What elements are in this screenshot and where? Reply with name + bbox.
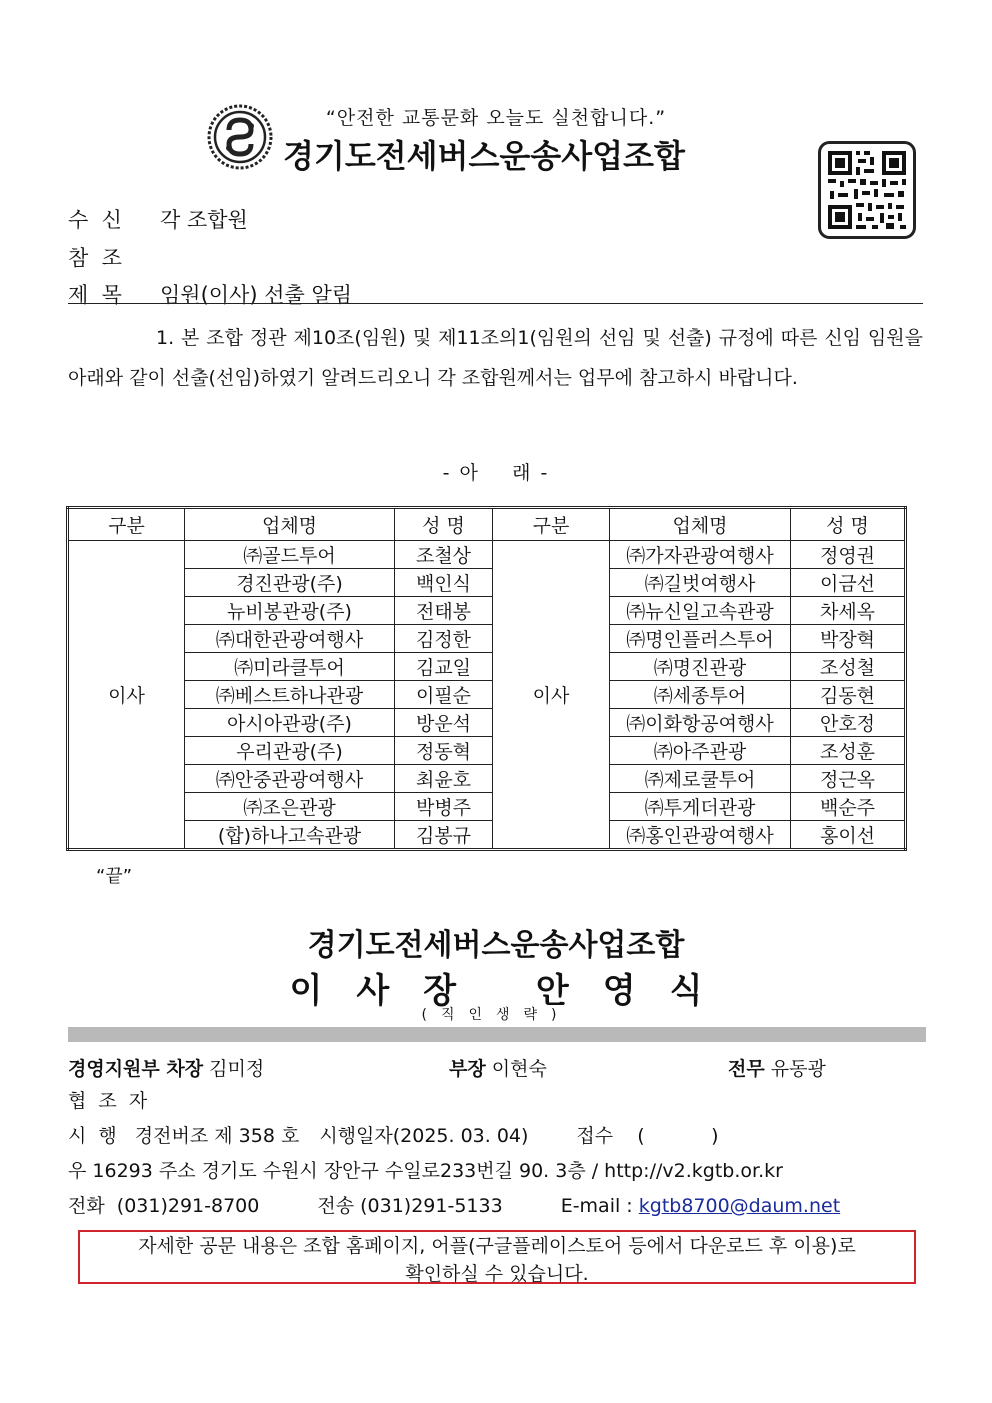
company-left: ㈜조은관광 xyxy=(185,793,395,821)
table-row xyxy=(68,597,906,625)
member-name-left: 조철상 xyxy=(395,541,493,569)
company-left: ㈜안중관광여행사 xyxy=(185,765,395,793)
header-category-right: 구분 xyxy=(493,508,610,541)
signature-org: 경기도전세버스운송사업조합 xyxy=(307,928,685,963)
notice-line-2: 확인하실 수 있습니다. xyxy=(405,1263,589,1285)
company-left: ㈜골드투어 xyxy=(185,541,395,569)
company-right: ㈜세종투어 xyxy=(610,681,791,709)
member-name-left: 이필순 xyxy=(395,681,493,709)
company-right: ㈜투게더관광 xyxy=(610,793,791,821)
table-row xyxy=(68,709,906,737)
member-name-left: 방운석 xyxy=(395,709,493,737)
table-row xyxy=(68,541,906,569)
member-name-left: 김정한 xyxy=(395,625,493,653)
company-left: 우리관광(주) xyxy=(185,737,395,765)
company-right: ㈜가자관광여행사 xyxy=(610,541,791,569)
email-link[interactable]: kgtb8700@daum.net xyxy=(638,1195,841,1217)
category-right: 이사 xyxy=(493,541,610,850)
company-right: ㈜아주관광 xyxy=(610,737,791,765)
enforcement-row xyxy=(68,1121,719,1148)
enforce-date: 시행일자(2025. 03. 04) xyxy=(319,1125,529,1147)
company-right: ㈜길벗여행사 xyxy=(610,569,791,597)
company-right: ㈜뉴신일고속관광 xyxy=(610,597,791,625)
table-row xyxy=(68,653,906,681)
director-title: 전무 xyxy=(728,1058,765,1080)
recipient-row xyxy=(68,204,248,234)
subject-value: 임원(이사) 선출 알림 xyxy=(160,283,353,307)
member-name-right: 조성훈 xyxy=(791,737,906,765)
member-name-right: 조성철 xyxy=(791,653,906,681)
member-name-left: 최윤호 xyxy=(395,765,493,793)
approval-staff xyxy=(68,1054,264,1081)
cooperator-row: 협 조 자 xyxy=(68,1090,148,1112)
reference-row xyxy=(68,242,160,272)
recipient-label: 수 신 xyxy=(68,208,122,232)
header-category-left: 구분 xyxy=(68,508,185,541)
table-row xyxy=(68,765,906,793)
notice-line-1: 자세한 공문 내용은 조합 홈페이지, 어플(구글플레이스토어 등에서 다운로드 후 이용)로 xyxy=(138,1235,856,1257)
table-row xyxy=(68,681,906,709)
signature-chairman: 이사장 안영식 xyxy=(289,971,737,1011)
manager-name: 이현숙 xyxy=(491,1058,547,1080)
member-name-right: 정영권 xyxy=(791,541,906,569)
staff-title: 경영지원부 차장 xyxy=(68,1058,204,1080)
company-left: 아시아관광(주) xyxy=(185,709,395,737)
end-mark: “끝” xyxy=(96,866,133,887)
body-paragraph-text: 1. 본 조합 정관 제10조(임원) 및 제11조의1(임원의 선임 및 선출) 규정에 따른 신임 임원을 아래와 같이 선출(선임)하였기 알려드리오니 각 조합원께서는 업무에 참고하시 바랍니다. xyxy=(68,327,923,389)
approval-director xyxy=(728,1054,826,1081)
table-row xyxy=(68,737,906,765)
qr-code-icon[interactable] xyxy=(818,141,916,239)
reference-label: 참 조 xyxy=(68,246,122,270)
company-left: 뉴비봉관광(주) xyxy=(185,597,395,625)
seal-omitted-note: (직인생략) xyxy=(421,1007,571,1023)
header-name-right: 성 명 xyxy=(791,508,906,541)
member-name-left: 박병주 xyxy=(395,793,493,821)
member-name-left: 전태봉 xyxy=(395,597,493,625)
member-name-right: 이금선 xyxy=(791,569,906,597)
member-name-right: 백순주 xyxy=(791,793,906,821)
member-name-right: 차세옥 xyxy=(791,597,906,625)
company-right: ㈜명진관광 xyxy=(610,653,791,681)
notice-box xyxy=(78,1230,916,1284)
company-left: ㈜대한관광여행사 xyxy=(185,625,395,653)
header-name-left: 성 명 xyxy=(395,508,493,541)
company-left: (합)하나고속관광 xyxy=(185,821,395,850)
table-row xyxy=(68,793,906,821)
contact-row xyxy=(68,1191,840,1218)
slogan: “안전한 교통문화 오늘도 실천합니다.” xyxy=(325,107,667,129)
member-name-left: 백인식 xyxy=(395,569,493,597)
address-row: 우 16293 주소 경기도 수원시 장안구 수일로233번길 90. 3층 / http://v2.kgtb.or.kr xyxy=(68,1160,783,1182)
receipt-field: 접수 ( ) xyxy=(576,1125,719,1147)
recipient-value: 각 조합원 xyxy=(160,208,248,232)
member-name-left: 김교일 xyxy=(395,653,493,681)
members-table xyxy=(66,506,907,851)
email-label: E-mail : xyxy=(560,1195,633,1217)
header-company-right: 업체명 xyxy=(610,508,791,541)
staff-name: 김미정 xyxy=(209,1058,265,1080)
subject-divider xyxy=(68,303,923,304)
phone: 전화 (031)291-8700 xyxy=(68,1195,260,1217)
table-header-row xyxy=(68,508,906,541)
category-left: 이사 xyxy=(68,541,185,850)
union-emblem-icon xyxy=(207,104,273,170)
company-right: ㈜제로쿨투어 xyxy=(610,765,791,793)
ahrae-heading: - 아 래 - xyxy=(442,462,550,484)
fax: 전송 (031)291-5133 xyxy=(317,1195,503,1217)
company-right: ㈜이화항공여행사 xyxy=(610,709,791,737)
member-name-right: 안호정 xyxy=(791,709,906,737)
subject-label: 제 목 xyxy=(68,283,122,307)
table-row xyxy=(68,569,906,597)
doc-number: 경전버조 제 358 호 xyxy=(134,1125,300,1147)
table-row xyxy=(68,821,906,850)
subject-row xyxy=(68,279,352,309)
header-company-left: 업체명 xyxy=(185,508,395,541)
manager-title: 부장 xyxy=(449,1058,486,1080)
divider-bar xyxy=(68,1027,926,1042)
org-title: 경기도전세버스운송사업조합 xyxy=(283,137,685,175)
member-name-right: 홍이선 xyxy=(791,821,906,850)
member-name-right: 정근옥 xyxy=(791,765,906,793)
table-row xyxy=(68,625,906,653)
company-right: ㈜홍인관광여행사 xyxy=(610,821,791,850)
company-right: ㈜명인플러스투어 xyxy=(610,625,791,653)
company-left: ㈜베스트하나관광 xyxy=(185,681,395,709)
enforcement-label: 시 행 xyxy=(68,1125,117,1147)
member-name-left: 김봉규 xyxy=(395,821,493,850)
approval-manager xyxy=(449,1054,547,1081)
director-name: 유동광 xyxy=(770,1058,826,1080)
body-paragraph xyxy=(68,318,923,398)
company-left: ㈜미라클투어 xyxy=(185,653,395,681)
member-name-left: 정동혁 xyxy=(395,737,493,765)
member-name-right: 김동현 xyxy=(791,681,906,709)
member-name-right: 박장혁 xyxy=(791,625,906,653)
company-left: 경진관광(주) xyxy=(185,569,395,597)
